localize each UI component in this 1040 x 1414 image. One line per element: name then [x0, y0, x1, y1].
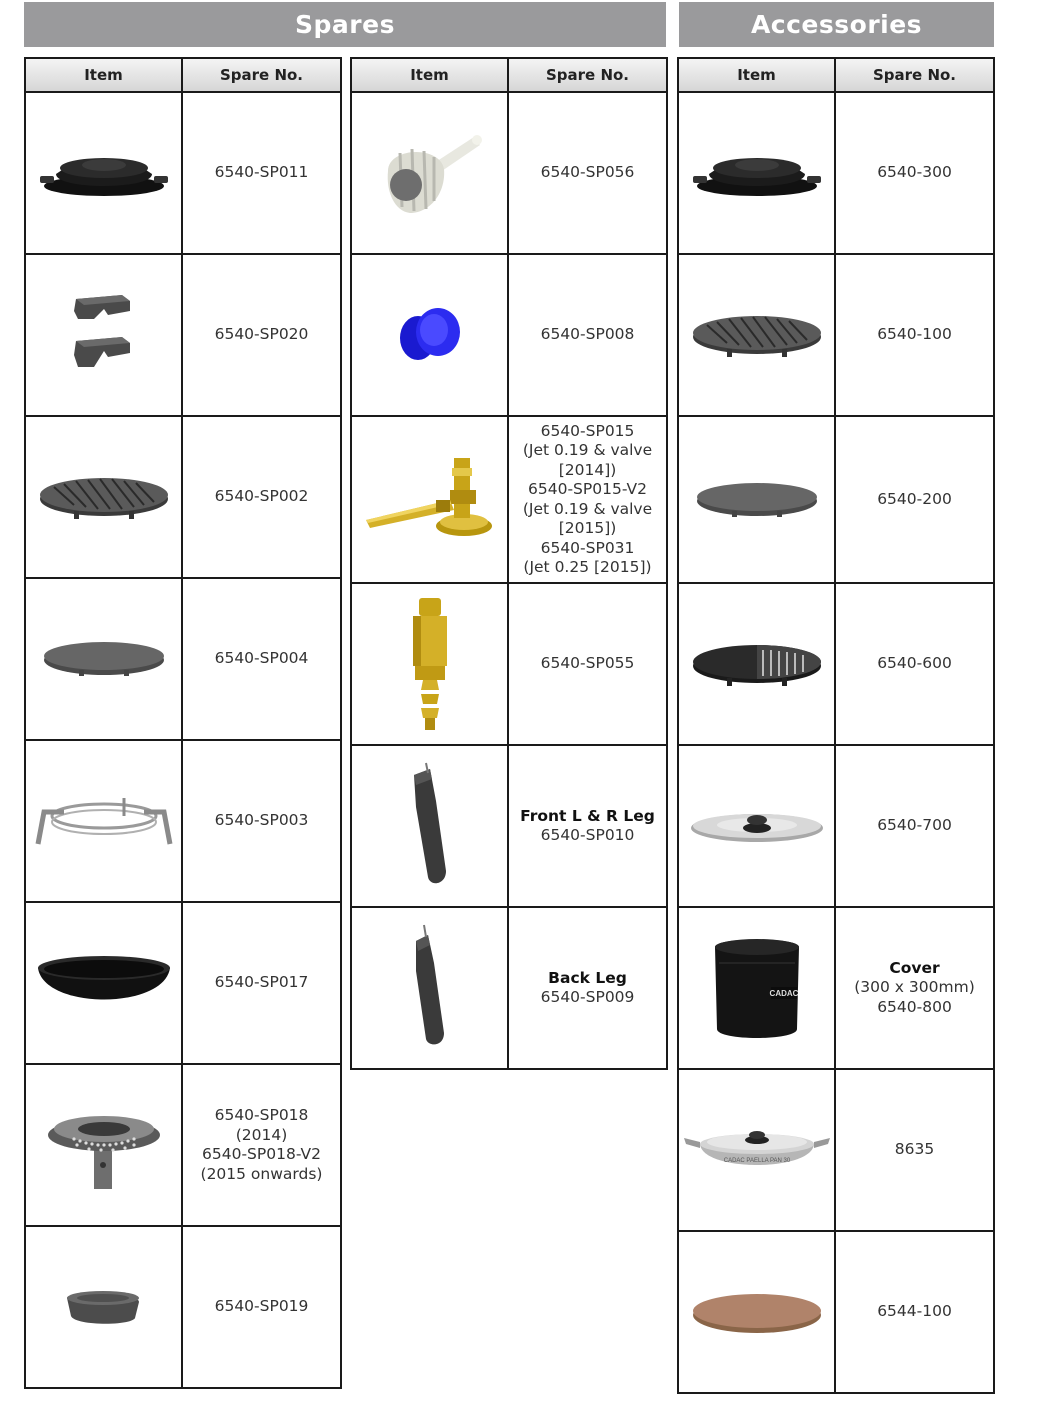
spare-no-cell	[508, 254, 667, 416]
header-row	[678, 58, 994, 92]
table-row	[678, 907, 994, 1069]
spare-no-note: [2015])	[558, 519, 617, 537]
spare-no-cell	[508, 907, 667, 1069]
bowl-lid-icon	[34, 138, 174, 208]
table-row	[351, 254, 667, 416]
spare-no-note: (Jet 0.25 [2015])	[523, 558, 652, 576]
spare-no-cell	[182, 740, 341, 902]
item-image-cell	[678, 92, 835, 254]
spare-no: 6540-600	[877, 654, 952, 673]
spare-no: 6540-SP019	[214, 1297, 309, 1316]
spare-no-cell	[835, 1069, 994, 1231]
spare-no-cell	[182, 578, 341, 740]
spare-no: 8635	[894, 1140, 935, 1159]
item-image-cell	[678, 745, 835, 907]
table-row	[678, 92, 994, 254]
item-image-cell	[351, 583, 508, 745]
spare-no: 6540-700	[877, 816, 952, 835]
table-row	[25, 578, 341, 740]
table-row	[25, 254, 341, 416]
bowl-icon	[34, 948, 174, 1018]
spare-no-header: Spare No.	[835, 58, 994, 92]
accessories-banner	[679, 2, 994, 47]
table-row	[25, 902, 341, 1064]
spare-no: 6540-SP004	[214, 649, 309, 668]
item-image-cell	[351, 92, 508, 254]
table-row	[678, 745, 994, 907]
item-image-cell	[678, 583, 835, 745]
item-image-cell	[351, 254, 508, 416]
brass-connector-icon	[405, 594, 455, 734]
spare-no: 6540-800	[877, 997, 952, 1016]
spare-no: 6540-SP018	[214, 1106, 309, 1124]
item-image-cell	[25, 1226, 182, 1388]
spare-no: 6540-SP017	[214, 973, 309, 992]
spare-no: 6540-SP010	[540, 826, 635, 844]
item-image-cell	[25, 92, 182, 254]
spares-table-1	[24, 57, 342, 1389]
spare-no-note: (300 x 300mm)	[854, 978, 975, 997]
spares-title: Spares	[295, 10, 395, 39]
table-row	[678, 416, 994, 583]
gas-valve-icon	[360, 450, 500, 550]
steel-lid-icon	[687, 796, 827, 856]
spare-no: 6540-SP015-V2	[528, 480, 647, 498]
item-image-cell	[351, 416, 508, 583]
pot-stand-ring-icon	[34, 786, 174, 856]
item-image-cell	[351, 907, 508, 1069]
part-name: Front L & R Leg	[520, 806, 655, 825]
item-image-cell	[351, 745, 508, 907]
spare-no: 6540-SP020	[214, 325, 309, 344]
flat-plate-icon	[39, 634, 169, 684]
spare-no-cell	[182, 254, 341, 416]
item-image-cell	[678, 1231, 835, 1393]
spare-no-note: (Jet 0.19 & valve	[522, 499, 653, 518]
part-name: Back Leg	[548, 968, 627, 987]
plastic-clip-icon	[59, 1282, 149, 1332]
spare-no: 6540-SP056	[540, 163, 635, 182]
item-image-cell	[678, 416, 835, 583]
front-leg-icon	[400, 761, 460, 891]
spare-no: 6540-100	[877, 325, 952, 344]
spare-no: 6540-SP008	[540, 325, 635, 344]
spare-no: 6540-300	[877, 163, 952, 182]
spare-no: 6540-SP031	[540, 538, 635, 557]
table-row	[678, 583, 994, 745]
accessories-title: Accessories	[750, 10, 923, 39]
back-leg-icon	[400, 923, 460, 1053]
table-row	[351, 92, 667, 254]
spare-no-header: Spare No.	[182, 58, 341, 92]
spare-no-note: (2015 onwards)	[200, 1164, 323, 1183]
item-image-cell	[25, 578, 182, 740]
header-row	[25, 58, 341, 92]
spare-no-cell	[508, 92, 667, 254]
spares-table-2	[350, 57, 668, 1070]
cover-logo: CADAC	[769, 989, 798, 998]
table-row	[351, 583, 667, 745]
pan-support-clips-icon	[64, 285, 144, 385]
spare-no-note: (Jet 0.19 & valve	[522, 441, 653, 459]
item-image-cell	[678, 907, 835, 1069]
pan-logo: CADAC PAELLA PAN 30	[723, 1158, 790, 1164]
spare-no-cell	[182, 1226, 341, 1388]
spare-no-cell	[835, 583, 994, 745]
spare-no: 6540-200	[877, 489, 952, 508]
spare-no: 6540-SP015	[540, 421, 635, 440]
part-name: Cover	[889, 958, 940, 977]
accessories-table	[677, 57, 995, 1394]
table-row	[678, 254, 994, 416]
cover-bag-icon	[707, 933, 807, 1043]
spare-no: 6540-SP011	[214, 163, 309, 182]
table-row	[25, 1226, 341, 1388]
bowl-lid-icon	[687, 138, 827, 208]
burner-head-icon	[44, 1095, 164, 1195]
item-image-cell	[25, 254, 182, 416]
table-row	[25, 740, 341, 902]
spare-no-cell	[182, 92, 341, 254]
item-header: Item	[25, 58, 182, 92]
spare-no-header: Spare No.	[508, 58, 667, 92]
table-row	[25, 1064, 341, 1226]
spare-no-cell	[182, 416, 341, 578]
table-row	[25, 416, 341, 578]
spare-no-cell	[835, 416, 994, 583]
pizza-stone-icon	[687, 1287, 827, 1337]
table-row	[351, 907, 667, 1069]
grill-grid-icon	[34, 467, 174, 527]
item-image-cell	[25, 1064, 182, 1226]
flat-plate-icon	[692, 475, 822, 525]
spare-no-cell	[508, 416, 667, 583]
table-row	[678, 1231, 994, 1393]
item-header: Item	[351, 58, 508, 92]
control-knob-icon	[370, 123, 490, 223]
combo-grill-icon	[687, 634, 827, 694]
spare-no-cell	[508, 583, 667, 745]
item-image-cell	[678, 254, 835, 416]
spare-no-cell	[508, 745, 667, 907]
spare-no-note: (2014)	[235, 1125, 288, 1144]
spare-no-cell	[835, 254, 994, 416]
table-row	[678, 1069, 994, 1231]
item-header: Item	[678, 58, 835, 92]
spare-no-cell	[835, 745, 994, 907]
blue-knob-icon	[390, 300, 470, 370]
spare-no-cell	[835, 92, 994, 254]
table-row	[351, 416, 667, 583]
spare-no-cell	[835, 1231, 994, 1393]
spare-no-cell	[182, 1064, 341, 1226]
table-row	[25, 92, 341, 254]
spare-no: 6540-SP018-V2	[202, 1145, 321, 1163]
spare-no-cell	[835, 907, 994, 1069]
item-image-cell	[25, 416, 182, 578]
spare-no: 6540-SP002	[214, 487, 309, 506]
spare-no: 6544-100	[877, 1302, 952, 1321]
table-row	[351, 745, 667, 907]
item-image-cell	[678, 1069, 835, 1231]
paella-pan-icon	[682, 1120, 832, 1180]
spares-banner	[24, 2, 666, 47]
spare-no: 6540-SP009	[540, 988, 635, 1006]
header-row	[351, 58, 667, 92]
grill-grid-icon	[687, 305, 827, 365]
spare-no-cell	[182, 902, 341, 1064]
spare-no: 6540-SP055	[540, 654, 635, 673]
spare-no: 6540-SP003	[214, 811, 309, 830]
item-image-cell	[25, 740, 182, 902]
item-image-cell	[25, 902, 182, 1064]
spare-no-note: [2014])	[558, 460, 617, 479]
